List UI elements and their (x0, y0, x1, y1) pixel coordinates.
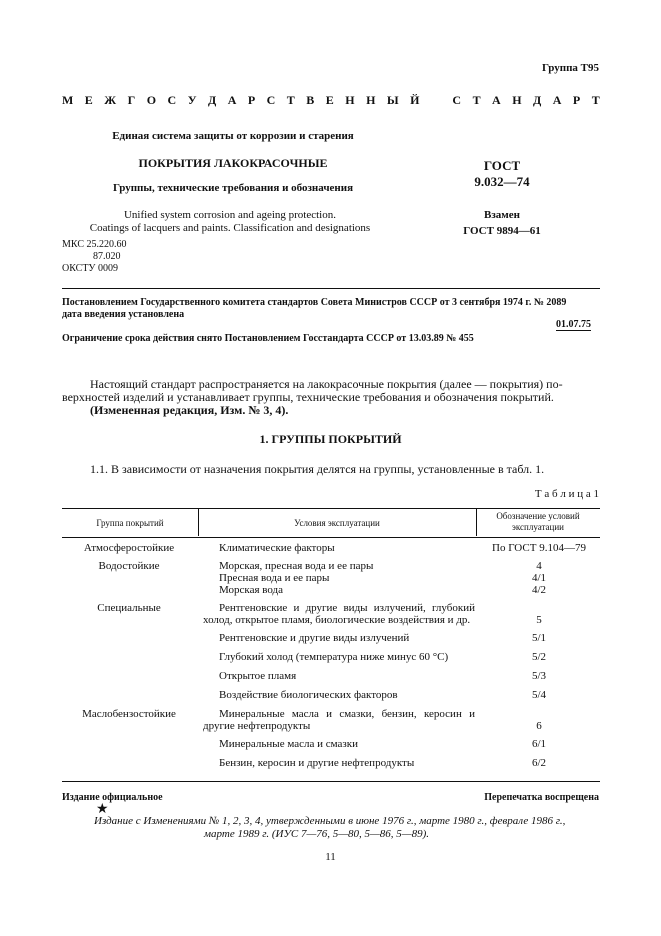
standard-subtitle: Группы, технические требования и обозначения (112, 182, 354, 194)
table-cell-conditions: другие нефтепродукты (203, 720, 311, 732)
introduction-date-label: дата введения установлена (62, 309, 185, 320)
table-cell-designation: 5/3 (531, 670, 547, 682)
heading-letter: Г (127, 93, 136, 107)
okstu-code: ОКСТУ 0009 (62, 263, 119, 274)
heading-letter: Н (512, 93, 522, 107)
mks-code: МКС 25.220.60 (62, 239, 127, 250)
table-cell-designation: 4/2 (531, 584, 547, 596)
table-cell-designation: 5/1 (531, 632, 547, 644)
heading-letter: А (492, 93, 501, 107)
star-icon: ★ (96, 802, 109, 817)
english-title-line2: Coatings of lacquers and paints. Classification and designations (89, 222, 371, 234)
table-cell-group: Специальные (97, 602, 161, 614)
table-cell-conditions: Открытое пламя (219, 670, 297, 682)
heading-letter: Р (247, 93, 256, 107)
header-group: Группа покрытий (96, 518, 164, 528)
intro-paragraph-line1: Настоящий стандарт распространяется на лакокрасочные покрытия (далее — покрытия) по- (90, 377, 563, 391)
table-cell-conditions: Минеральные масла и смазки (219, 738, 358, 750)
header-designation-line2: эксплуатации (512, 522, 564, 532)
header-designation (476, 511, 600, 533)
table-cell-designation: 6/2 (531, 757, 547, 769)
official-edition: Издание официальное (62, 792, 163, 803)
page-number: 11 (325, 851, 336, 863)
table-cell-conditions: Климатические факторы (219, 542, 335, 554)
decree-text: Постановлением Государственного комитета стандартов Совета Министров СССР от 3 сентября 1974 г. № 2089 (62, 297, 567, 308)
mks-code-2: 87.020 (93, 251, 121, 262)
table-cell-conditions: Рентгеновские и другие виды излучений (219, 632, 410, 644)
heading-letter: Н (366, 93, 376, 107)
header-conditions: Условия эксплуатации (294, 518, 380, 528)
table-cell-designation: 5 (536, 614, 542, 626)
table-cell-designation: 4 (536, 560, 542, 572)
heading-letter: Д (207, 93, 217, 107)
gost-number: 9.032—74 (474, 174, 530, 189)
table-cell-designation: 6/1 (531, 738, 547, 750)
replaces-number: ГОСТ 9894—61 (463, 225, 541, 237)
heading-letter: А (227, 93, 237, 107)
clause-1-1: 1.1. В зависимости от назначения покрытия делятся на группы, установленные в табл. 1. (90, 462, 545, 476)
edition-note-line1: Издание с Изменениями № 1, 2, 3, 4, утвержденными в июне 1976 г., марте 1980 г., феврале 1986 г., (94, 815, 566, 827)
table-cell-conditions: Морская, пресная вода и ее пары (219, 560, 374, 572)
header-designation-line1: Обозначение условий (496, 511, 580, 521)
table-cell-conditions: Рентгеновские и другие виды излучений, глубокий (219, 602, 475, 614)
divider (62, 288, 600, 289)
introduction-date: 01.07.75 (556, 319, 591, 330)
group-label: Группа Т95 (541, 62, 599, 74)
replaces-label: Взамен (484, 209, 520, 221)
heading-letter: В (306, 93, 315, 107)
table-cell-group: Маслобензостойкие (82, 708, 176, 720)
table-cell-conditions: холод, открытое пламя, биологические воздействия и др. (203, 614, 471, 626)
table-cell-conditions: Бензин, керосин и другие нефтепродукты (219, 757, 415, 769)
heading-letter: Т (286, 93, 295, 107)
table-cell-group: Водостойкие (98, 560, 160, 572)
heading-letter: Т (591, 93, 600, 107)
table-bottom-rule (62, 781, 600, 782)
heading-letter: Т (472, 93, 481, 107)
heading-letter: С (167, 93, 177, 107)
heading-letter: Е (325, 93, 334, 107)
heading-letter: Ж (104, 93, 117, 107)
heading-letter: У (187, 93, 197, 107)
heading-letter: Е (84, 93, 93, 107)
table-cell-designation: 5/2 (531, 651, 547, 663)
heading-letter: А (552, 93, 562, 107)
heading-letter: Р (572, 93, 581, 107)
heading-letter: О (146, 93, 157, 107)
heading-letter: М (62, 93, 74, 107)
table-cell-conditions: Воздействие биологических факторов (219, 689, 398, 701)
table-cell-designation: 4/1 (531, 572, 547, 584)
english-title-line1: Unified system corrosion and ageing protection. (123, 209, 336, 221)
table-cell-conditions: Минеральные масла и смазки, бензин, керосин и (219, 708, 475, 720)
heading-letter (431, 93, 441, 108)
heading-letter: С (452, 93, 462, 107)
limit-removed-text: Ограничение срока действия снято Постановлением Госстандарта СССР от 13.03.89 № 455 (62, 333, 474, 344)
gost-label: ГОСТ (483, 158, 521, 173)
intro-paragraph-line2: верхностей изделий и устанавливает группы, технические требования и обозначения покрытий. (62, 390, 554, 404)
heading-letter: С (266, 93, 276, 107)
amendment-note: (Измененная редакция, Изм. № 3, 4). (90, 403, 289, 417)
heading-letter: Й (410, 93, 420, 107)
table-cell-designation: По ГОСТ 9.104—79 (492, 542, 586, 554)
section-heading: 1. ГРУППЫ ПОКРЫТИЙ (259, 432, 402, 446)
heading-letter: Д (533, 93, 542, 107)
standard-type-heading (62, 93, 600, 108)
table-cell-group: Атмосферостойкие (83, 542, 175, 554)
table-cell-conditions: Морская вода (219, 584, 284, 596)
table-cell-designation: 6 (536, 720, 542, 732)
reprint-prohibited: Перепечатка воспрещена (484, 792, 599, 803)
table-label: Т а б л и ц а 1 (534, 488, 599, 500)
heading-letter: Ы (386, 93, 399, 107)
table-cell-designation: 5/4 (531, 689, 547, 701)
table-cell-conditions: Пресная вода и ее пары (219, 572, 330, 584)
edition-note-line2: марте 1989 г. (ИУС 7—76, 5—80, 5—86, 5—89). (204, 828, 429, 840)
heading-letter: Н (345, 93, 355, 107)
table-cell-conditions: Глубокий холод (температура ниже минус 60 °С) (219, 651, 449, 663)
standard-name: ПОКРЫТИЯ ЛАКОКРАСОЧНЫЕ (138, 156, 328, 170)
system-title: Единая система защиты от коррозии и старения (112, 130, 354, 142)
